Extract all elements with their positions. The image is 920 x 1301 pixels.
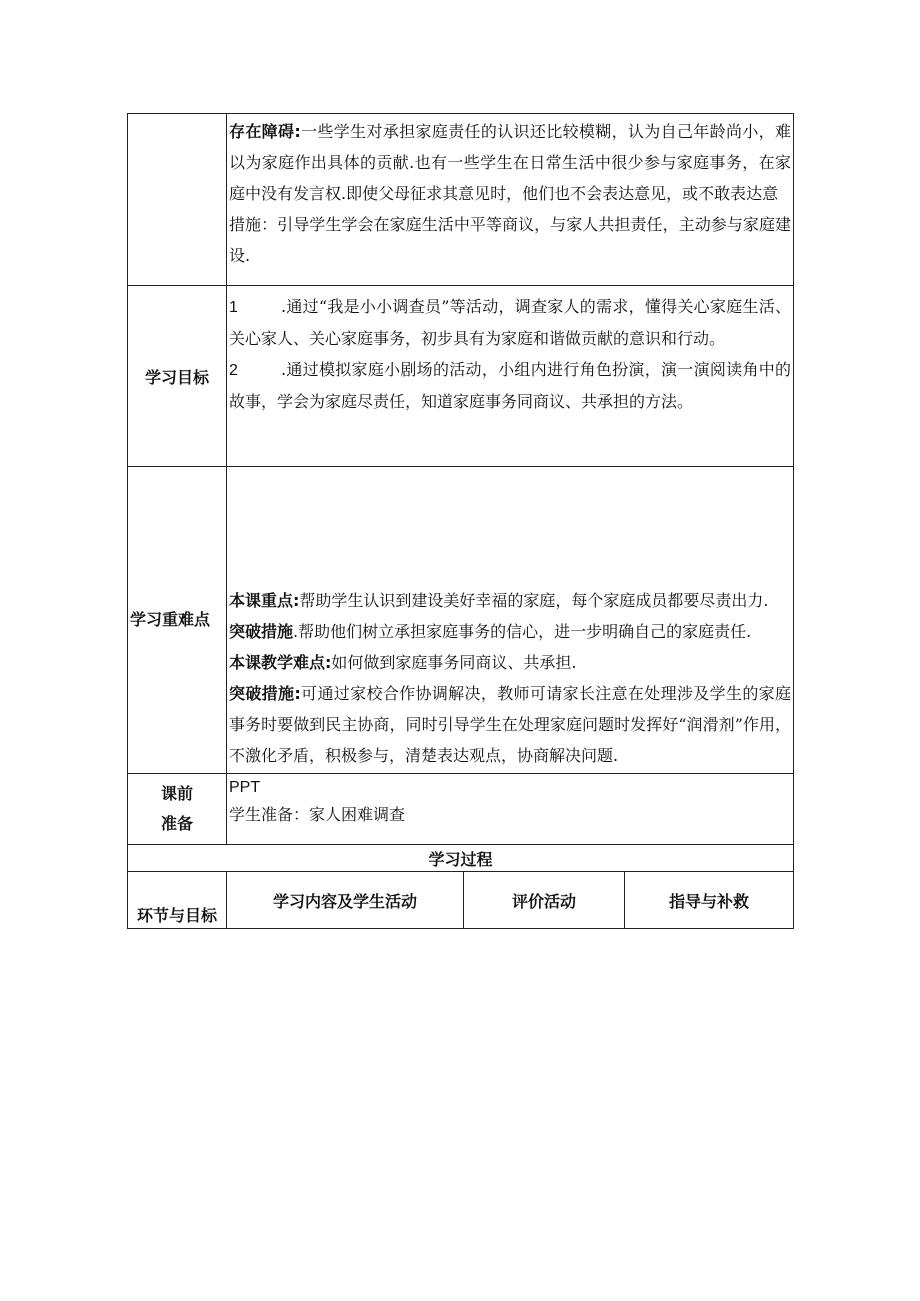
break1-text: .帮助他们树立承担家庭事务的信心，进一步明确自己的家庭责任. — [293, 622, 752, 641]
keypoints-content-cell — [227, 467, 794, 774]
difficulty-text: 如何做到家庭事务同商议、共承担. — [331, 653, 577, 672]
goals-row — [128, 286, 794, 467]
break2-label: 突破措施: — [229, 684, 301, 703]
goal-text: .通过“我是小小调查员”等活动，调查家人的需求，懂得关心家庭生活、关心家人、关心家庭事务，初步具有为家庭和谐做贡献的意识和行动。 — [229, 297, 792, 348]
break1-line — [229, 616, 791, 647]
break2-line — [229, 678, 791, 771]
process-title-row — [128, 845, 794, 872]
prep-label-cell — [128, 774, 227, 845]
focus-label: 本课重点: — [229, 591, 300, 610]
prep-line2: 学生准备：家人困难调查 — [229, 805, 406, 824]
obstacles-content-cell — [227, 114, 794, 286]
goal-text: .通过模拟家庭小剧场的活动，小组内进行角色扮演，演一演阅读角中的故事，学会为家庭尽责任，知道家庭事务同商议、共承担的方法。 — [229, 360, 792, 411]
prep-label-line2: 准备 — [160, 814, 193, 833]
focus-text: 帮助学生认识到建设美好幸福的家庭，每个家庭成员都要尽责出力. — [299, 591, 769, 610]
obstacles-measures: 措施：引导学生学会在家庭生活中平等商议，与家人共担责任，主动参与家庭建设. — [229, 215, 792, 265]
prep-line1: PPT — [229, 779, 261, 796]
break2-text: 可通过家校合作协调解决，教师可请家长注意在处理涉及学生的家庭事务时要做到民主协商，同时引导学生在处理家庭问题时发挥好“润滑剂”作用，不激化矛盾，积极参与，清楚表达观点，协商解决问题. — [229, 684, 792, 765]
obstacles-label-cell — [128, 114, 227, 286]
prep-row — [128, 774, 794, 845]
focus-line — [229, 585, 791, 616]
lesson-plan-table — [127, 113, 794, 929]
goal-number: 2 — [229, 362, 238, 379]
goal-item — [229, 291, 791, 354]
keypoints-row — [128, 467, 794, 774]
header-content: 学习内容及学生活动 — [227, 872, 464, 929]
goals-label: 学习目标 — [128, 286, 227, 467]
difficulty-line — [229, 647, 791, 678]
header-stage: 环节与目标 — [128, 872, 227, 929]
break1-label: 突破措施 — [229, 622, 294, 641]
process-title: 学习过程 — [128, 845, 794, 872]
process-header-row — [128, 872, 794, 929]
header-guidance: 指导与补救 — [625, 872, 794, 929]
goals-content-cell — [227, 286, 794, 467]
prep-content-cell — [227, 774, 794, 845]
obstacles-text: 一些学生对承担家庭责任的认识还比较模糊，认为自己年龄尚小，难以为家庭作出具体的贡献.也有一些学生在日常生活中很少参与家庭事务，在家庭中没有发言权.即使父母征求其意见时，他们也不会表达意见，或不敢表达意 — [229, 122, 792, 203]
keypoints-label: 学习重难点 — [128, 467, 227, 774]
header-evaluation: 评价活动 — [464, 872, 625, 929]
obstacles-label: 存在障碍: — [229, 122, 301, 141]
prep-label-line1: 课前 — [160, 784, 193, 803]
difficulty-label: 本课教学难点: — [229, 653, 332, 672]
goal-number: 1 — [229, 299, 238, 316]
goal-item — [229, 354, 791, 417]
obstacles-row — [128, 114, 794, 286]
